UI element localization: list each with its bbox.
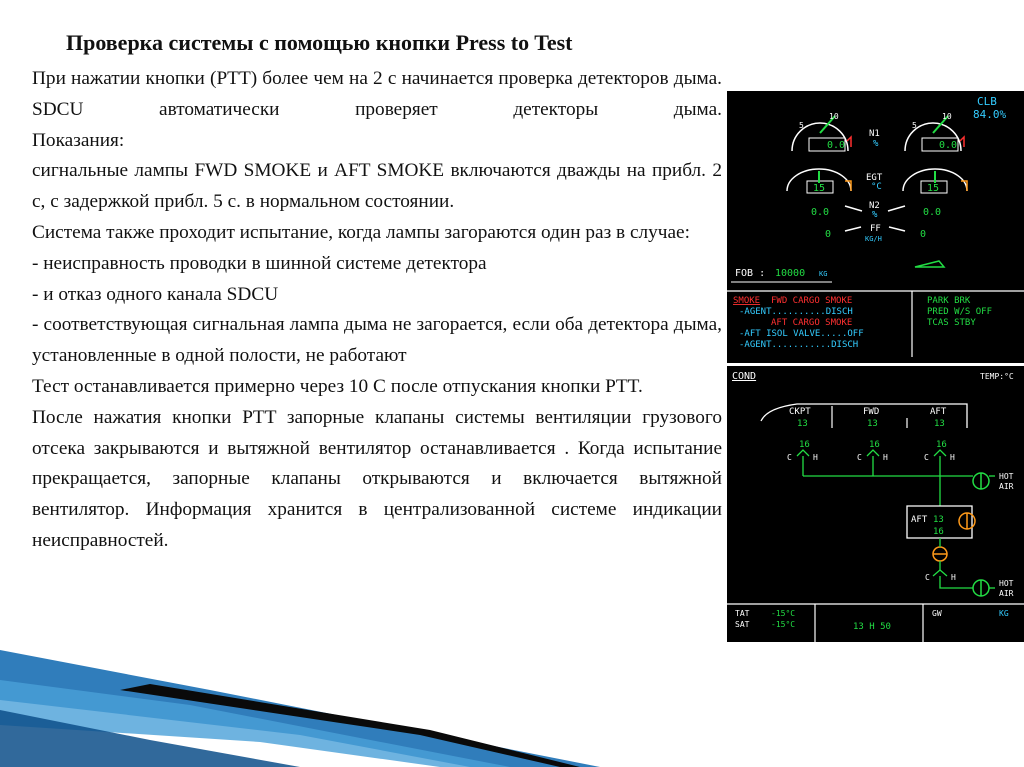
gw-unit: KG <box>999 609 1009 618</box>
clb-value: 84.0% <box>973 108 1007 121</box>
aft-cargo-label: AFT <box>911 515 928 525</box>
n2-left-value: 0.0 <box>811 207 830 218</box>
valve-fwd-c: C <box>857 453 862 462</box>
flaps-indicator <box>915 261 944 267</box>
gauge-10-right: 10 <box>942 112 952 121</box>
sat-value: -15°C <box>771 620 796 629</box>
paragraph-wiring-fault: - неисправность проводки в шинной системе детектора <box>32 252 487 274</box>
gauge-5-right: 5 <box>912 121 917 130</box>
paragraph-system-test: Система также проходит испытание, когда лампы загораются один раз в случае: <box>32 221 690 243</box>
zone-ckpt-temp: 13 <box>797 419 808 429</box>
sat-label: SAT <box>735 620 750 629</box>
ff-left-value: 0 <box>825 229 832 240</box>
warning-agent-discharge-1: -AGENT..........DISCH <box>739 307 853 317</box>
egt-label: EGT <box>866 173 883 183</box>
ff-unit: KG/H <box>865 235 882 243</box>
memo-tcas-stby: TCAS STBY <box>927 318 976 328</box>
ff-right-value: 0 <box>920 229 927 240</box>
paragraph-ptt: При нажатии кнопки (PTT) более чем на 2 с начинается проверка детекторов дыма. SDCU автоматически проверяет детекторы дыма. <box>32 68 722 120</box>
gw-label: GW <box>932 609 942 618</box>
utc-time: 13 H 50 <box>853 622 891 632</box>
zone-fwd-name: FWD <box>863 407 880 417</box>
memo-pred-ws-off: PRED W/S OFF <box>927 307 993 317</box>
gauge-5-left: 5 <box>799 121 804 130</box>
body-text <box>32 64 722 557</box>
egt-left-value: 15 <box>813 183 826 194</box>
warning-smoke: SMOKE <box>733 296 761 306</box>
valve-ckpt-h: H <box>813 453 818 462</box>
cond-temp-unit: TEMP:°C <box>980 372 1014 381</box>
warning-fwd-cargo-smoke: FWD CARGO SMOKE <box>771 296 853 306</box>
warning-agent-discharge-2: -AGENT...........DISCH <box>739 340 859 350</box>
aft-valve-c: C <box>925 573 930 582</box>
tat-value: -15°C <box>771 609 796 618</box>
tat-label: TAT <box>735 609 750 618</box>
valve-aft-h: H <box>950 453 955 462</box>
clb-label: CLB <box>977 95 997 108</box>
fob-unit: KG <box>819 270 828 278</box>
aft-valve-h: H <box>951 573 956 582</box>
egt-right-value: 15 <box>927 183 940 194</box>
n1-right-value: 0.0 <box>939 140 958 151</box>
cond-display <box>727 366 1024 642</box>
warning-aft-cargo-smoke: AFT CARGO SMOKE <box>771 318 853 328</box>
ewd-display <box>727 91 1024 363</box>
gauge-10-left: 10 <box>829 112 839 121</box>
zone-ckpt-name: CKPT <box>789 407 811 417</box>
paragraph-lamp-fault: - соответствующая сигнальная лампа дыма не загорается, если оба детектора дыма, установленные в одной полости, не работают <box>32 314 722 367</box>
paragraph-sdcu-fault: - и отказ одного канала SDCU <box>32 283 279 305</box>
slide-title: Проверка системы с помощью кнопки Press to Test <box>66 30 573 55</box>
hot-air-1-bottom: AIR <box>999 482 1014 491</box>
valve-fwd-h: H <box>883 453 888 462</box>
paragraph-smoke-lights: сигнальные лампы FWD SMOKE и AFT SMOKE включаются дважды на прибл. 2 с, с задержкой прибл. 5 с. в нормальном состоянии. <box>32 160 722 213</box>
n1-left-value: 0.0 <box>827 140 846 151</box>
paragraph-test-stop: Тест останавливается примерно через 10 С после отпускания кнопки PTT. <box>32 375 643 397</box>
hot-air-2-top: HOT <box>999 579 1014 588</box>
duct-aft: 16 <box>936 440 947 450</box>
zone-fwd-temp: 13 <box>867 419 878 429</box>
egt-unit: °C <box>871 182 882 192</box>
cond-title: COND <box>732 371 757 382</box>
duct-fwd: 16 <box>869 440 880 450</box>
n1-label: N1 <box>869 129 880 139</box>
hot-air-2-bottom: AIR <box>999 589 1014 598</box>
aft-cargo-duct: 16 <box>933 527 944 537</box>
fob-value: 10000 <box>775 268 806 279</box>
paragraph-valves: После нажатия кнопки PTT запорные клапаны системы вентиляции грузового отсека закрываются и вытяжной вентилятор останавливается . Когда испытание прекращается, запорные клапаны открываются и включается вытяжной вентилятор. Информация хранится в централизованной системе индикации неисправностей. <box>32 406 722 551</box>
n2-label: N2 <box>869 201 880 211</box>
fob-label: FOB : <box>735 268 766 279</box>
aft-cargo-temp: 13 <box>933 515 944 525</box>
ff-label: FF <box>870 224 881 234</box>
duct-ckpt: 16 <box>799 440 810 450</box>
paragraph-indications: Показания: <box>32 129 125 151</box>
memo-park-brk: PARK BRK <box>927 296 971 306</box>
hot-air-1-top: HOT <box>999 472 1014 481</box>
n2-unit: % <box>872 210 878 220</box>
zone-aft-name: AFT <box>930 407 947 417</box>
warning-aft-isol-valve: -AFT ISOL VALVE.....OFF <box>739 329 864 339</box>
valve-aft-c: C <box>924 453 929 462</box>
n1-unit: % <box>873 139 879 149</box>
n2-right-value: 0.0 <box>923 207 942 218</box>
valve-ckpt-c: C <box>787 453 792 462</box>
zone-aft-temp: 13 <box>934 419 945 429</box>
